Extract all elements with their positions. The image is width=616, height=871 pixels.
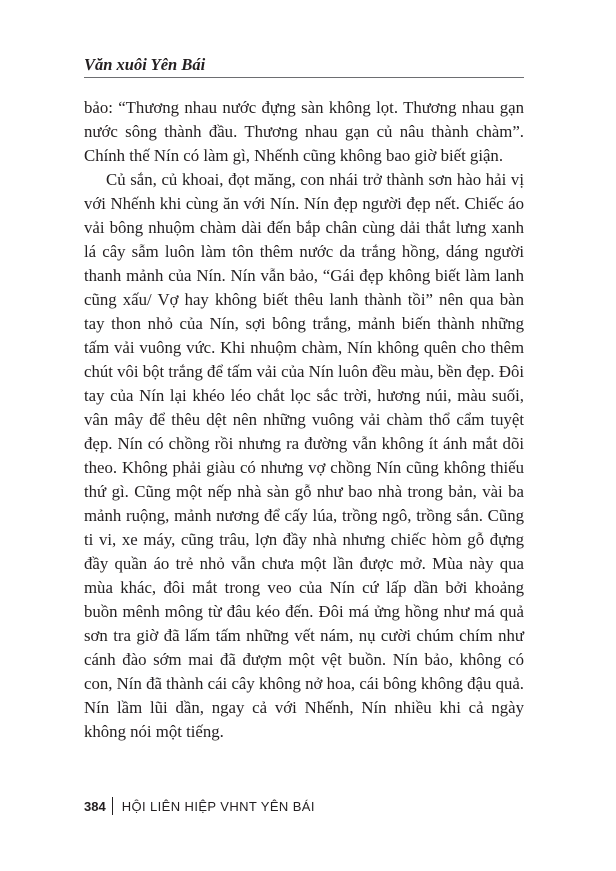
body-text	[84, 96, 524, 744]
footer-divider	[112, 797, 113, 815]
header-rule	[84, 77, 524, 78]
paragraph-continuation: bảo: “Thương nhau nước đựng sàn không lọt. Thương nhau gạn nước sông thành đầu. Thương nhau gạn củ nâu thành chàm”. Chính thế Nín có làm gì, Nhếnh cũng không bao giờ biết giận.	[84, 98, 524, 165]
page-number: 384	[84, 798, 106, 814]
paragraph: Củ sắn, củ khoai, đọt măng, con nhái trở thành sơn hào hải vị với Nhếnh khi cùng ăn với Nín. Nín đẹp người đẹp nết. Chiếc áo vải bông nhuộm chàm dài đến bắp chân cùng dải thắt lưng xanh lá cây sẫm luôn làm tôn thêm nước da trắng hồng, dáng người thanh mảnh của Nín. Nín vẫn bảo, “Gái đẹp không biết làm lanh cũng xấu/ Vợ hay không biết thêu lanh thành tồi” nên qua bàn tay thon nhỏ của Nín, sợi bông trắng, mảnh biến thành những tấm vải vuông vức. Khi nhuộm chàm, Nín không quên cho thêm chút vôi bột trắng để tấm vải của Nín luôn đều màu, bền đẹp. Đôi tay của Nín lại khéo léo chắt lọc sắc trời, hương núi, màu suối, vân mây để thêu dệt nên những vuông vải chàm thổ cẩm tuyệt đẹp. Nín có chồng rồi nhưng ra đường vẫn không ít ánh mắt dõi theo. Không phải giàu có nhưng vợ chồng Nín cũng không thiếu thứ gì. Cũng một nếp nhà sàn gỗ như bao nhà trong bản, vài ba mảnh ruộng, mảnh nương để cấy lúa, trồng ngô, trồng sắn. Cũng ti vi, xe máy, cũng trâu, lợn đầy nhà nhưng chiếc hòm gỗ đựng đầy quần áo trẻ nhỏ vẫn chưa một lần được mở. Mùa này qua mùa khác, đôi mắt trong veo của Nín cứ lấp dần bởi khoảng buồn mênh mông từ đâu kéo đến. Đôi má ửng hồng như má quả sơn tra giờ đã lấm tấm những vết nám, nụ cười chúm chím như cánh đào sớm mai đã đượm một vệt buồn. Nín bảo, không có con, Nín đã thành cái cây không nở hoa, cái bông không đậu quả. Nín lầm lũi dần, ngay cả với Nhếnh, Nín nhiều khi cả ngày không nói một tiếng.	[84, 170, 524, 741]
running-header-title: Văn xuôi Yên Bái	[84, 55, 206, 74]
publisher-name: HỘI LIÊN HIỆP VHNT YÊN BÁI	[121, 798, 315, 814]
page-footer	[84, 797, 315, 815]
